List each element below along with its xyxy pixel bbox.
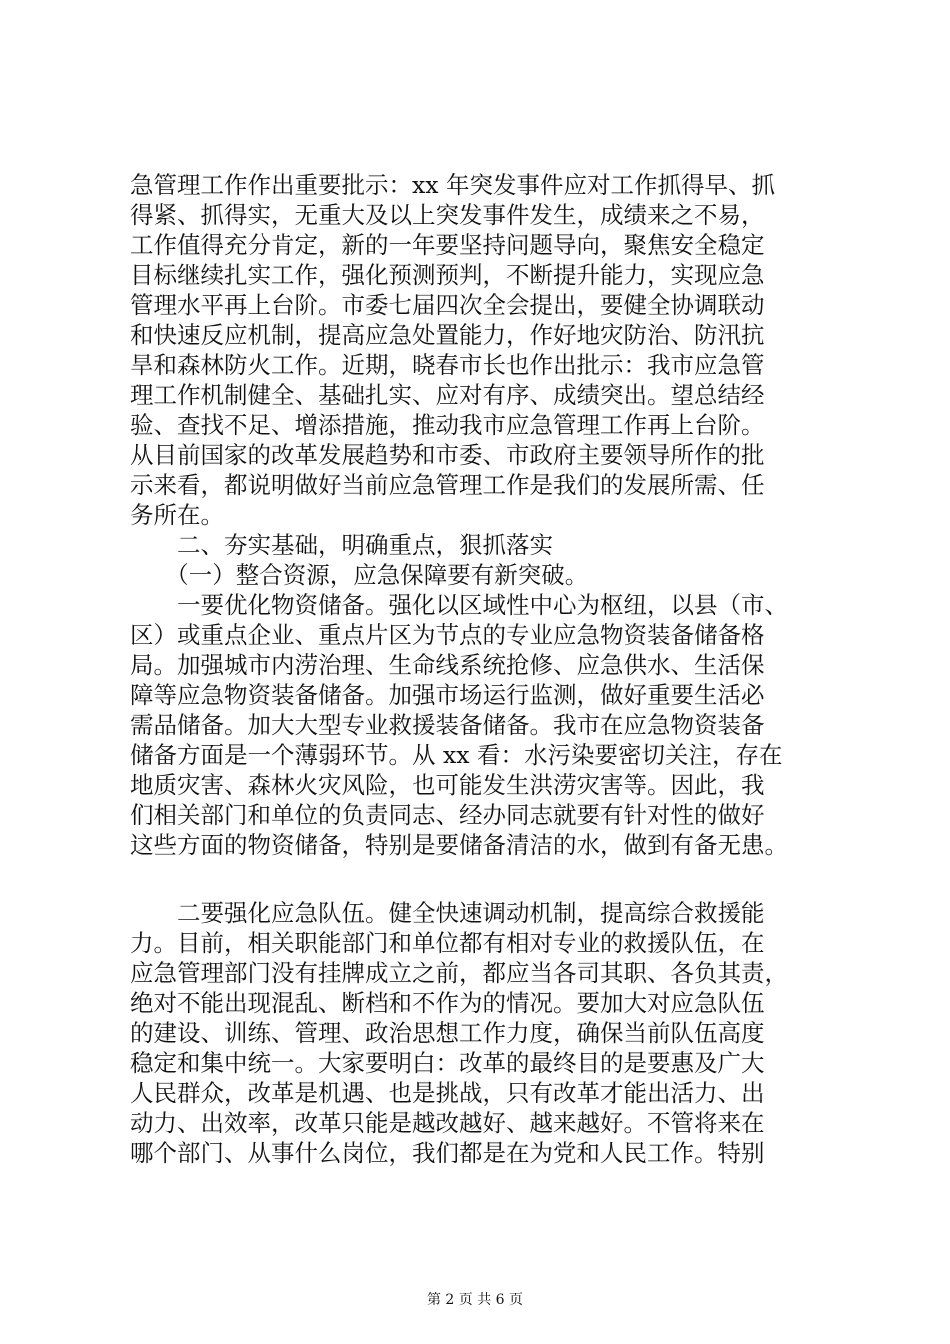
text-block-2 — [130, 898, 830, 1168]
text-line: 二、夯实基础，明确重点，狠抓落实 — [130, 531, 553, 559]
text-line: 验、查找不足、增添措施，推动我市应急管理工作再上台阶。 — [130, 411, 765, 439]
text-line: 管理水平再上台阶。市委七届四次全会提出，要健全协调联动 — [130, 291, 765, 319]
text-line: 目标继续扎实工作，强化预测预判，不断提升能力，实现应急 — [130, 261, 765, 289]
text-line: 稳定和集中统一。大家要明白：改革的最终目的是要惠及广大 — [130, 1049, 765, 1077]
text-line: 障等应急物资装备储备。加强市场运行监测，做好重要生活必 — [130, 681, 765, 709]
text-line: 需品储备。加大大型专业救援装备储备。我市在应急物资装备 — [130, 711, 765, 739]
text-line: （一）整合资源，应急保障要有新突破。 — [130, 561, 589, 589]
text-line: 旱和森林防火工作。近期，晓春市长也作出批示：我市应急管 — [130, 351, 765, 379]
text-line: 和快速反应机制，提高应急处置能力，作好地灾防治、防汛抗 — [130, 321, 765, 349]
text-line: 这些方面的物资储备，特别是要储备清洁的水，做到有备无患。 — [130, 831, 788, 859]
text-line: 绝对不能出现混乱、断档和不作为的情况。要加大对应急队伍 — [130, 989, 765, 1017]
text-line: 人民群众，改革是机遇、也是挑战，只有改革才能出活力、出 — [130, 1079, 765, 1107]
text-line: 二要强化应急队伍。健全快速调动机制，提高综合救援能 — [130, 899, 765, 927]
text-line: 从目前国家的改革发展趋势和市委、市政府主要领导所作的批 — [130, 441, 765, 469]
text-line: 区）或重点企业、重点片区为节点的专业应急物资装备储备格 — [130, 621, 765, 649]
text-line: 储备方面是一个薄弱环节。从 xx 看：水污染要密切关注，存在 — [130, 741, 783, 769]
text-line: 们相关部门和单位的负责同志、经办同志就要有针对性的做好 — [130, 801, 765, 829]
paragraph-gap — [130, 860, 830, 898]
page-footer: 第 2 页 共 6 页 — [426, 1292, 524, 1308]
text-line: 地质灾害、森林火灾风险，也可能发生洪涝灾害等。因此，我 — [130, 771, 765, 799]
text-line: 务所在。 — [130, 501, 224, 529]
text-line: 理工作机制健全、基础扎实、应对有序、成绩突出。望总结经 — [130, 381, 765, 409]
text-line: 的建设、训练、管理、政治思想工作力度，确保当前队伍高度 — [130, 1019, 765, 1047]
text-line: 得紧、抓得实，无重大及以上突发事件发生，成绩来之不易， — [130, 201, 765, 229]
text-line: 哪个部门、从事什么岗位，我们都是在为党和人民工作。特别 — [130, 1139, 765, 1167]
text-line: 工作值得充分肯定，新的一年要坚持问题导向，聚焦安全稳定 — [130, 231, 765, 259]
text-line: 应急管理部门没有挂牌成立之前，都应当各司其职、各负其责， — [130, 959, 788, 987]
text-line: 急管理工作作出重要批示：xx 年突发事件应对工作抓得早、抓 — [130, 171, 775, 199]
text-line: 力。目前，相关职能部门和单位都有相对专业的救援队伍，在 — [130, 929, 765, 957]
text-line: 示来看，都说明做好当前应急管理工作是我们的发展所需、任 — [130, 471, 765, 499]
body-text — [130, 170, 830, 1168]
text-line: 一要优化物资储备。强化以区域性中心为枢纽，以县（市、 — [130, 591, 788, 619]
text-line: 动力、出效率，改革只能是越改越好、越来越好。不管将来在 — [130, 1109, 765, 1137]
text-block-1 — [130, 170, 830, 860]
text-line: 局。加强城市内涝治理、生命线系统抢修、应急供水、生活保 — [130, 651, 765, 679]
